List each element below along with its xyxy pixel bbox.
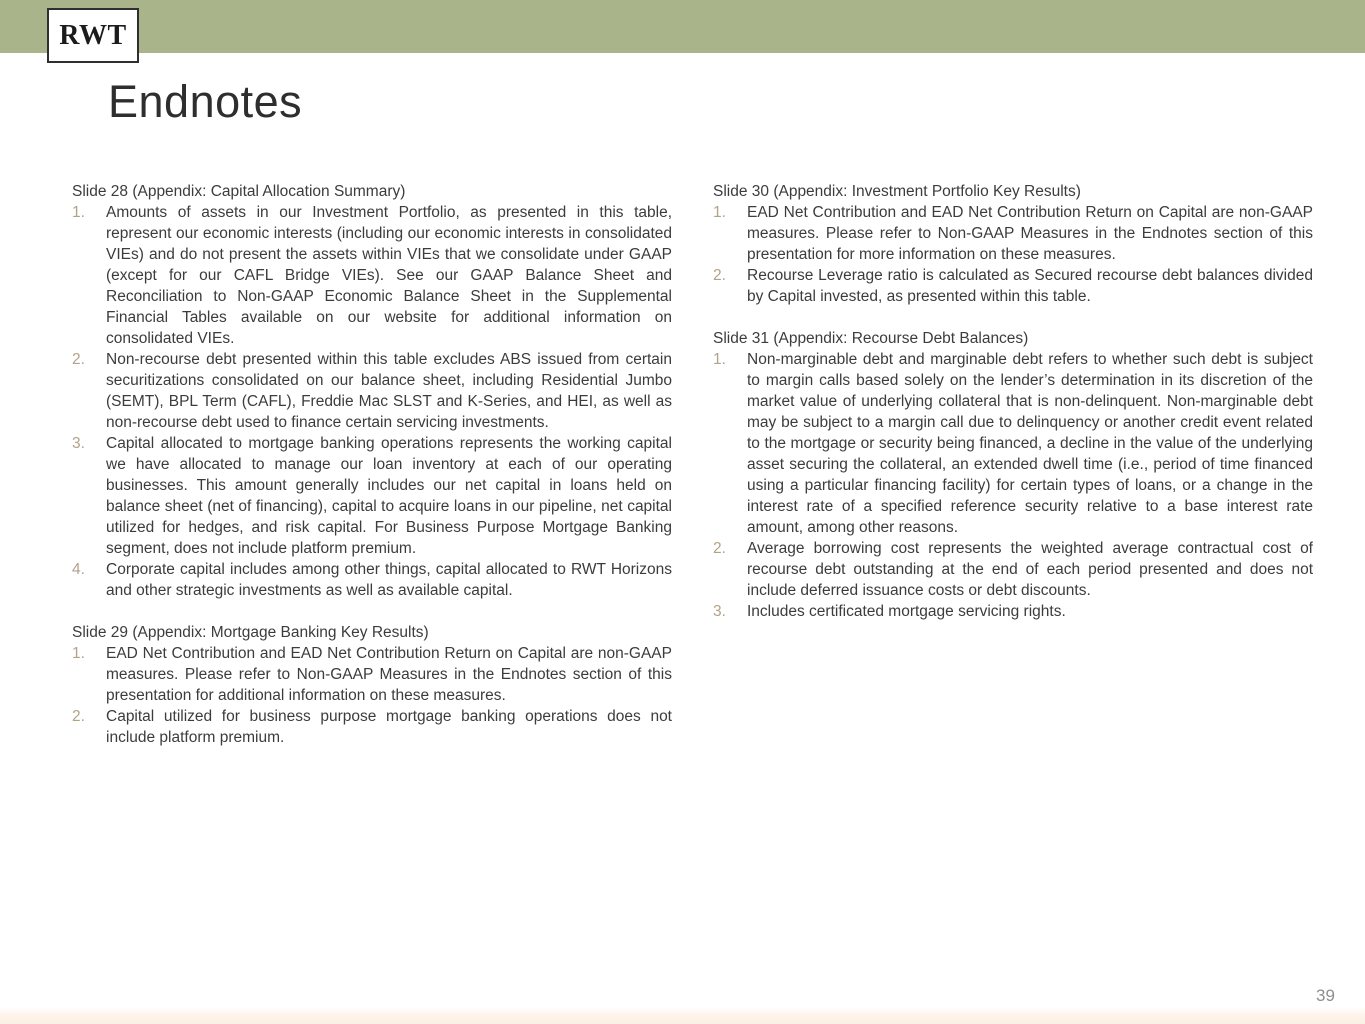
page-title: Endnotes: [108, 76, 303, 127]
header-band: [0, 0, 1365, 53]
list-item: [72, 202, 672, 349]
item-text: Average borrowing cost represents the weighted average contractual cost of recourse debt outstanding at the end of each period presented and does not include deferred issuance costs or debt discounts.: [747, 540, 1313, 599]
list-item: [72, 349, 672, 433]
item-number: 2.: [713, 540, 726, 557]
item-text: Includes certificated mortgage servicing rights.: [747, 603, 1066, 620]
item-number: 4.: [72, 561, 85, 578]
item-number: 3.: [72, 435, 85, 452]
logo: [47, 8, 139, 63]
item-text: EAD Net Contribution and EAD Net Contribution Return on Capital are non-GAAP measures. Please refer to Non-GAAP Measures in the Endnotes section of this presentation for more information on these measures.: [747, 204, 1313, 263]
section-slide-30: [713, 181, 1313, 307]
item-number: 2.: [713, 267, 726, 284]
item-text: Corporate capital includes among other things, capital allocated to RWT Horizons and other strategic investments as well as available capital.: [106, 561, 672, 599]
section-slide-31: [713, 328, 1313, 622]
section-heading: Slide 31 (Appendix: Recourse Debt Balances): [713, 330, 1029, 347]
section-heading: Slide 28 (Appendix: Capital Allocation Summary): [72, 183, 406, 200]
list-item: [713, 349, 1313, 538]
list-item: [72, 706, 672, 748]
list-item: [72, 559, 672, 601]
left-column: [72, 181, 672, 748]
item-text: Amounts of assets in our Investment Portfolio, as presented in this table, represent our economic interests (including our economic interests in consolidated VIEs) and do not present the assets within VIEs that we consolidate under GAAP (except for our CAFL Bridge VIEs). See our GAAP Balance Sheet and Reconciliation to Non-GAAP Economic Balance Sheet in the Supplemental Financial Tables available on our website for additional information on consolidated VIEs.: [106, 204, 672, 347]
item-number: 1.: [72, 204, 85, 221]
item-text: EAD Net Contribution and EAD Net Contribution Return on Capital are non-GAAP measures. Please refer to Non-GAAP Measures in the Endnotes section of this presentation for additional information on these measures.: [106, 645, 672, 704]
list-item: [713, 538, 1313, 601]
item-number: 2.: [72, 708, 85, 725]
page-number: 39: [1316, 986, 1335, 1005]
list-item: [713, 601, 1313, 622]
section-slide-28: [72, 181, 672, 601]
item-number: 2.: [72, 351, 85, 368]
item-text: Capital allocated to mortgage banking operations represents the working capital we have allocated to manage our loan inventory at each of our operating businesses. This amount generally includes our net capital in loans held on balance sheet (net of financing), capital to acquire loans in our pipeline, net capital utilized for hedges, and risk capital. For Business Purpose Mortgage Banking segment, does not include platform premium.: [106, 435, 672, 557]
item-text: Capital utilized for business purpose mortgage banking operations does not include platform premium.: [106, 708, 672, 746]
item-text: Non-recourse debt presented within this table excludes ABS issued from certain securitizations consolidated on our balance sheet, including Residential Jumbo (SEMT), BPL Term (CAFL), Freddie Mac SLST and K-Series, and HEI, as well as non-recourse debt used to finance certain servicing investments.: [106, 351, 672, 431]
list-item: [713, 265, 1313, 307]
item-number: 1.: [713, 204, 726, 221]
section-slide-29: [72, 622, 672, 748]
item-number: 1.: [72, 645, 85, 662]
section-heading: Slide 30 (Appendix: Investment Portfolio Key Results): [713, 183, 1081, 200]
section-heading: Slide 29 (Appendix: Mortgage Banking Key Results): [72, 624, 429, 641]
item-text: Recourse Leverage ratio is calculated as Secured recourse debt balances divided by Capital invested, as presented within this table.: [747, 267, 1313, 305]
list-item: [72, 433, 672, 559]
list-item: [713, 202, 1313, 265]
item-number: 1.: [713, 351, 726, 368]
logo-text: RWT: [59, 19, 127, 51]
right-column: [713, 181, 1313, 622]
list-item: [72, 643, 672, 706]
footer-strip: [0, 1007, 1365, 1024]
item-number: 3.: [713, 603, 726, 620]
item-text: Non-marginable debt and marginable debt refers to whether such debt is subject to margin calls based solely on the lender’s determination in its discretion of the market value of underlying collateral that is non-delinquent. Non-marginable debt may be subject to a margin call due to delinquency or another credit event related to the mortgage or security being financed, a decline in the value of the underlying asset securing the collateral, an extended dwell time (i.e., period of time financed using a particular financing facility) for certain types of loans, or a change in the interest rate of a specified reference security relative to a base interest rate amount, among other reasons.: [747, 351, 1313, 536]
